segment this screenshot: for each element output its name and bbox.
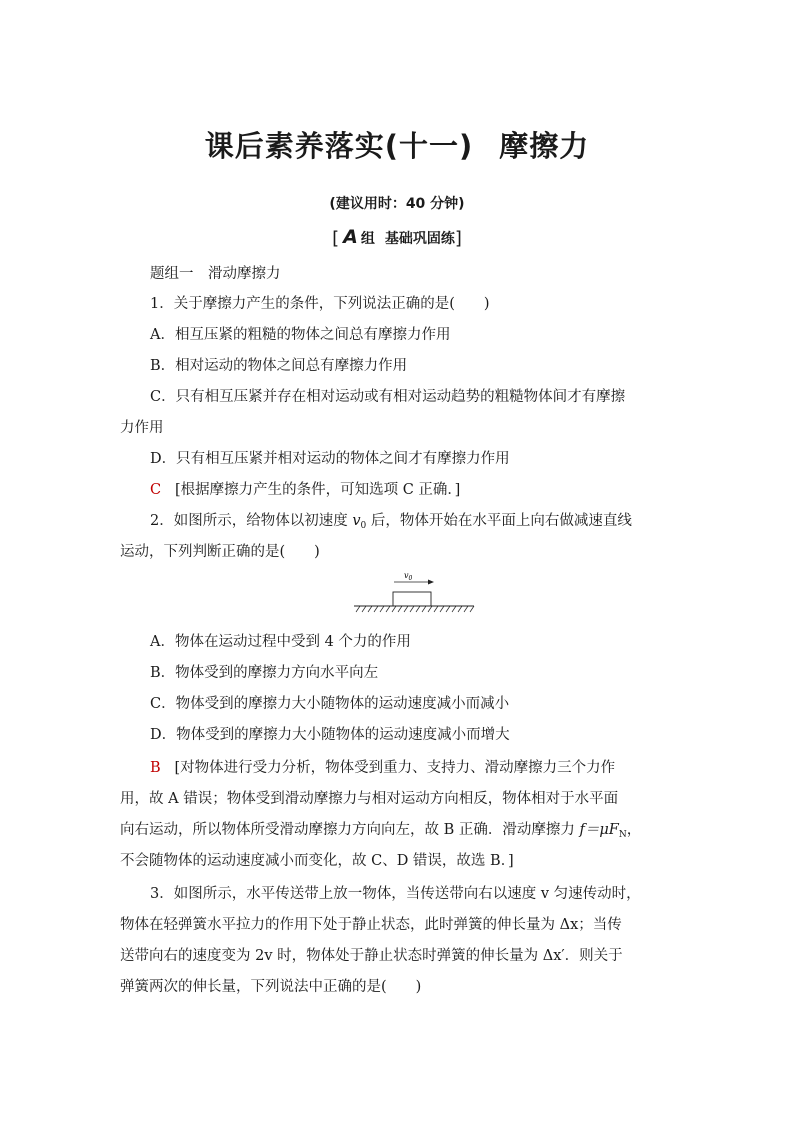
group-bracket-right: ] [454, 228, 462, 249]
block [393, 592, 431, 606]
q3-line1: 3．如图所示，水平传送带上放一物体，当传送带向右以速度 v 匀速传动时， [150, 886, 641, 902]
block-on-surface-diagram [352, 570, 476, 618]
q2-stem-line2: 运动，下列判断正确的是( ) [120, 544, 320, 560]
friction-formula-subscript: N [618, 830, 627, 840]
group-label: 基础巩固练 [384, 231, 455, 247]
group-name: 组 [360, 231, 375, 247]
q2-explanation-3-text: 向右运动，所以物体所受滑动摩擦力方向向左，故 B 正确．滑动摩擦力 [120, 822, 580, 838]
q1-stem: 1．关于摩擦力产生的条件，下列说法正确的是( ) [150, 296, 490, 312]
q2-answer: B [150, 760, 161, 776]
group-letter: A [343, 226, 358, 248]
q2-explanation-4: 不会随物体的运动速度减小而变化，故 C、D 错误，故选 B．] [120, 853, 514, 869]
q2-option-b: B．物体受到的摩擦力方向水平向左 [150, 665, 379, 681]
q1-option-c: C．只有相互压紧并存在相对运动或有相对运动趋势的粗糙物体间才有摩擦 [150, 389, 626, 405]
q2-velocity-subscript: 0 [360, 521, 367, 531]
q1-explanation: [根据摩擦力产生的条件，可知选项 C 正确．] [174, 482, 461, 498]
velocity-arrow [394, 580, 434, 585]
q1-answer-line [150, 478, 460, 499]
q2-velocity-symbol: v [352, 513, 361, 529]
page-title [0, 124, 794, 165]
q2-explanation-2: 用，故 A 错误；物体受到滑动摩擦力与相对运动方向相反，物体相对于水平面 [120, 791, 619, 807]
diagram-v0-label: $v_0$ [404, 571, 413, 582]
friction-formula: f＝μF [579, 822, 619, 838]
group-bracket-left: [ [332, 228, 340, 249]
title-main: 课后素养落实(十一) [204, 129, 474, 163]
suggested-time: (建议用时：40 分钟) [329, 196, 465, 212]
q2-explanation-3 [120, 818, 641, 840]
q1-option-c-cont: 力作用 [120, 420, 164, 436]
q3-line4: 弹簧两次的伸长量，下列说法中正确的是( ) [120, 979, 422, 995]
q2-stem-text-a: 2．如图所示，给物体以初速度 [150, 513, 353, 529]
title-topic: 摩擦力 [499, 129, 590, 163]
q2-option-a: A．物体在运动过程中受到 4 个力的作用 [150, 634, 411, 650]
q2-answer-line [150, 756, 615, 777]
q1-option-d: D．只有相互压紧并相对运动的物体之间才有摩擦力作用 [150, 451, 510, 467]
q1-option-b: B．相对运动的物体之间总有摩擦力作用 [150, 358, 408, 374]
q2-option-c: C．物体受到的摩擦力大小随物体的运动速度减小而减小 [150, 696, 510, 712]
q2-stem-line1 [150, 509, 632, 531]
topic-group-heading: 题组一 滑动摩擦力 [150, 266, 281, 282]
q2-explanation-1: [对物体进行受力分析，物体受到重力、支持力、滑动摩擦力三个力作 [174, 760, 616, 776]
q2-option-d: D．物体受到的摩擦力大小随物体的运动速度减小而增大 [150, 727, 510, 743]
q2-explanation-3-tail: ， [626, 822, 642, 838]
q2-stem-text-b: 后，物体开始在水平面上向右做减速直线 [366, 513, 632, 529]
q3-line2: 物体在轻弹簧水平拉力的作用下处于静止状态，此时弹簧的伸长量为 Δx；当传 [120, 917, 622, 933]
group-header [0, 226, 794, 249]
q3-line3: 送带向右的速度变为 2v 时，物体处于静止状态时弹簧的伸长量为 Δx′．则关于 [120, 948, 623, 964]
q1-option-a: A．相互压紧的粗糙的物体之间总有摩擦力作用 [150, 327, 451, 343]
q1-answer: C [150, 482, 162, 498]
ground-hatching [356, 606, 474, 612]
